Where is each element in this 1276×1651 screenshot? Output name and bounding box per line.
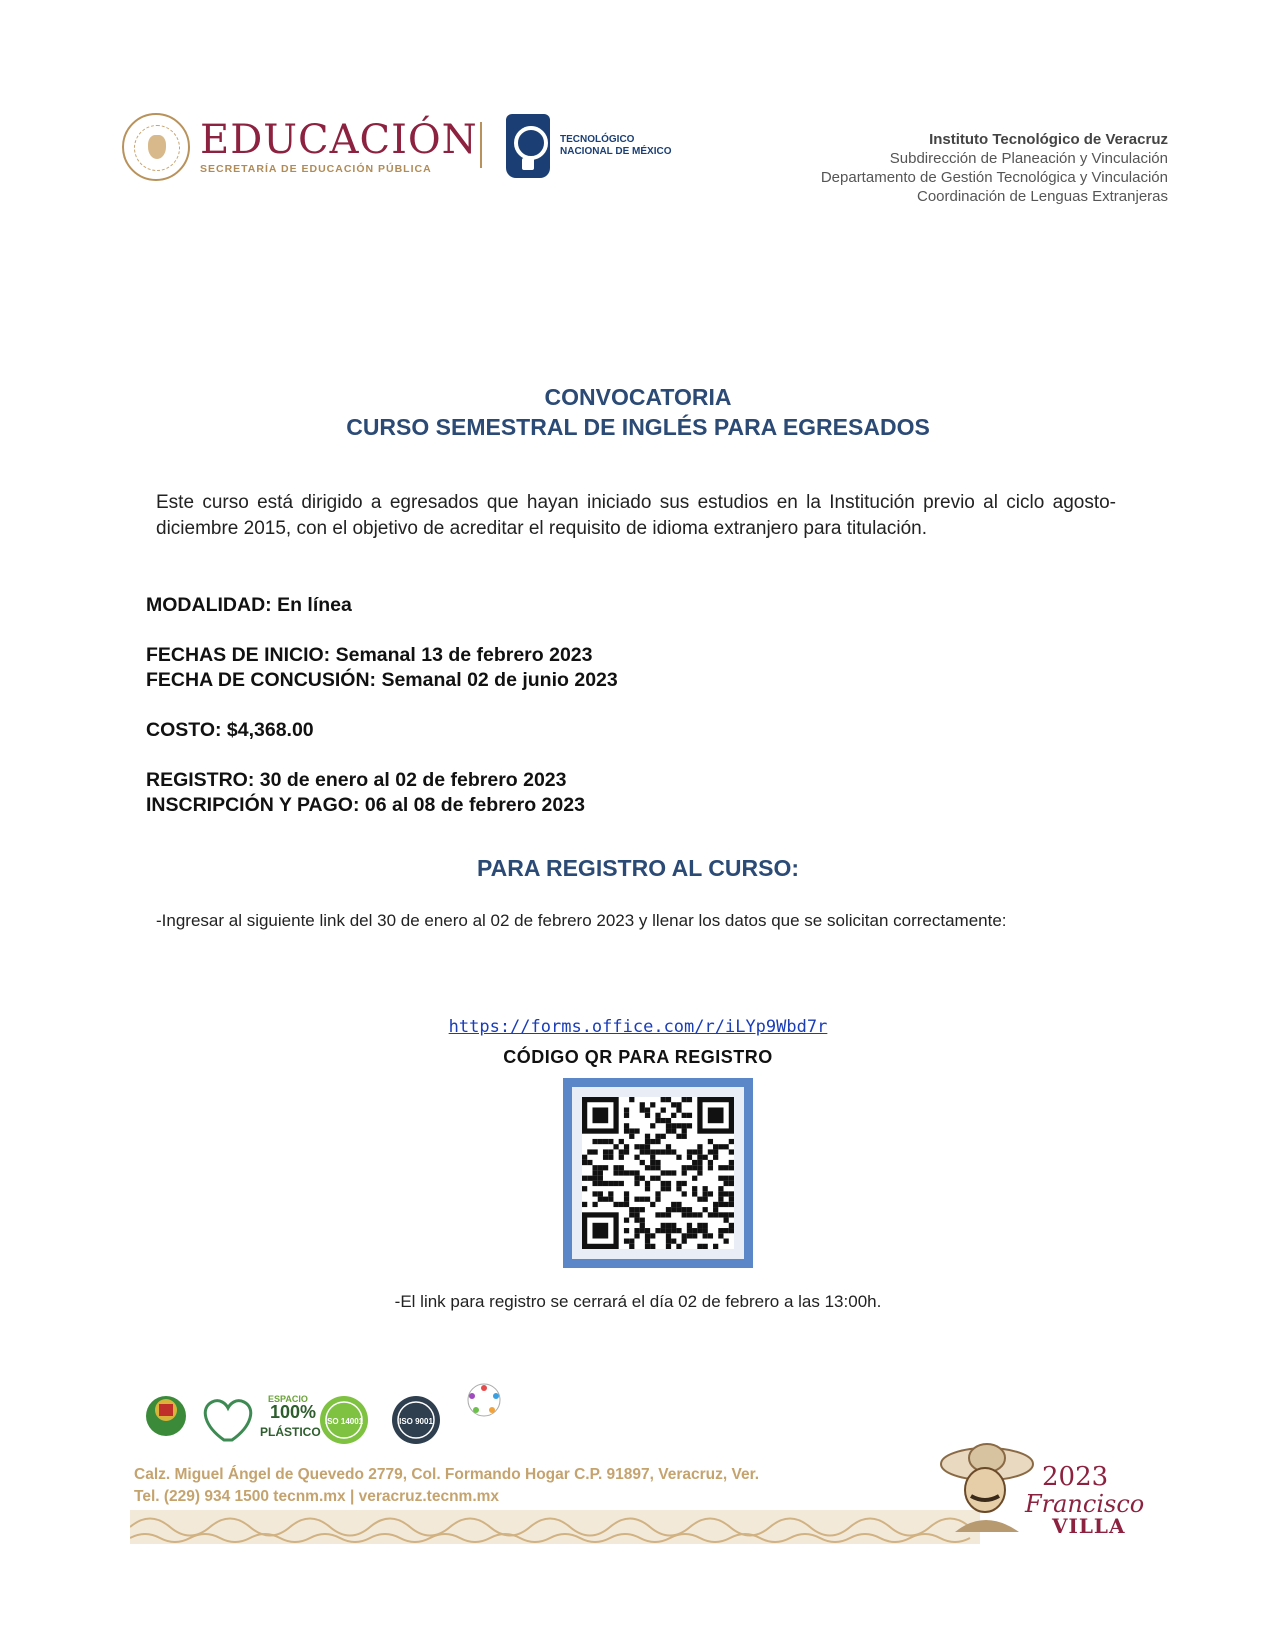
tecnm-gear-icon: [506, 114, 550, 178]
info-inscripcion: INSCRIPCIÓN Y PAGO: 06 al 08 de febrero 2023: [146, 794, 585, 816]
registration-link[interactable]: https://forms.office.com/r/iLYp9Wbd7r: [448, 1017, 828, 1037]
villa-name: Francisco: [1025, 1490, 1145, 1518]
footer-contact: Tel. (229) 934 1500 tecnm.mx | veracruz.tecnm.mx: [134, 1488, 500, 1505]
closing-note: -El link para registro se cerrará el día 02 de febrero a las 13:00h.: [394, 1292, 882, 1311]
tecnm-line1: TECNOLÓGICO: [560, 134, 635, 145]
institute-line2: Departamento de Gestión Tecnológica y Vinculación: [820, 169, 1168, 186]
title-convocatoria: CONVOCATORIA: [544, 384, 732, 410]
tecnm-line2: NACIONAL DE MÉXICO: [560, 146, 672, 157]
intro-paragraph: Este curso está dirigido a egresados que hayan iniciado sus estudios en la Institución previo al ciclo agosto-diciembre 2015, con el objetivo de acreditar el requisito de idioma extranjero para titulación.: [156, 492, 1116, 539]
qr-title: CÓDIGO QR PARA REGISTRO: [503, 1047, 773, 1067]
info-costo: COSTO: $4,368.00: [146, 719, 314, 741]
national-seal-icon: [122, 113, 190, 181]
footer-logos: [144, 1380, 544, 1450]
info-inicio: FECHAS DE INICIO: Semanal 13 de febrero 2023: [146, 644, 593, 666]
info-conclusion: FECHA DE CONCUSIÓN: Semanal 02 de junio 2023: [146, 669, 618, 691]
badge-espacio: ESPACIO: [268, 1394, 308, 1404]
footer-address: Calz. Miguel Ángel de Quevedo 2779, Col. Formando Hogar C.P. 91897, Veracruz, Ver.: [134, 1466, 760, 1483]
educacion-title: EDUCACIÓN: [200, 117, 478, 163]
qr-code[interactable]: [563, 1078, 753, 1268]
title-course: CURSO SEMESTRAL DE INGLÉS PARA EGRESADOS: [346, 414, 930, 440]
emblem-icon: [146, 1396, 186, 1436]
educacion-logo: [122, 110, 482, 184]
badge-100: 100%: [270, 1402, 317, 1422]
institute-name: Instituto Tecnológico de Veracruz: [929, 131, 1168, 148]
qr-code-icon: [582, 1097, 734, 1249]
institute-line1: Subdirección de Planeación y Vinculación: [889, 150, 1168, 167]
badge-plastico: PLÁSTICO: [260, 1425, 321, 1439]
villa-surname: VILLA: [1052, 1514, 1126, 1538]
iso-9001-label: ISO 9001: [399, 1417, 433, 1426]
institution-block: [821, 130, 1168, 206]
info-modalidad: MODALIDAD: En línea: [146, 594, 352, 616]
villa-year: 2023: [1042, 1462, 1109, 1492]
plastic-free-badge-icon: [205, 1401, 251, 1440]
tecnm-logo: [506, 112, 676, 180]
iso-14001-label: ISO 14001: [324, 1417, 364, 1426]
equality-seal-icon: [468, 1384, 500, 1416]
educacion-subtitle: SECRETARÍA DE EDUCACIÓN PÚBLICA: [200, 163, 432, 175]
registration-heading: PARA REGISTRO AL CURSO:: [476, 855, 799, 881]
info-registro: REGISTRO: 30 de enero al 02 de febrero 2023: [146, 769, 567, 791]
footer-address-block: [134, 1464, 759, 1508]
footer-pattern: [130, 1510, 980, 1544]
registration-instruction: -Ingresar al siguiente link del 30 de enero al 02 de febrero 2023 y llenar los datos que se solicitan correctamente:: [156, 911, 1007, 930]
header-divider: [480, 122, 482, 168]
institute-line3: Coordinación de Lenguas Extranjeras: [917, 188, 1168, 205]
